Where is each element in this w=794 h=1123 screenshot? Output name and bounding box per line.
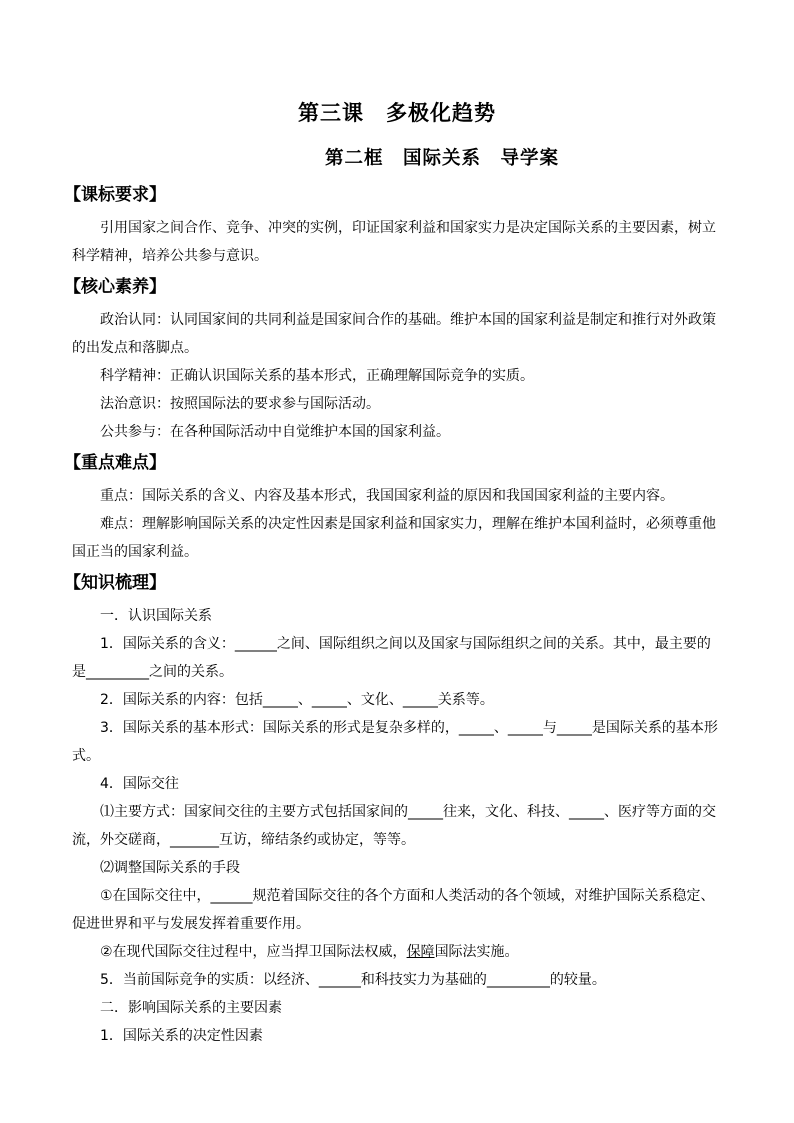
core-political: 政治认同：认同国家间的共同利益是国家间合作的基础。维护本国的国家利益是制定和推行对外政策的出发点和落脚点。 bbox=[72, 312, 716, 356]
knowledge-line-9 bbox=[72, 938, 722, 966]
heading-core-literacy: 【核心素养】 bbox=[64, 277, 166, 297]
key-point: 重点：国际关系的含义、内容及基本形式，我国国家利益的原因和我国国家利益的主要内容。 bbox=[100, 488, 674, 504]
knowledge-line-6: ⑴主要方式：国家间交往的主要方式包括国家间的_____往来，文化、科技、_____、医疗等方面的交流，外交磋商，_______互访，缔结条约或协定，等等。 bbox=[72, 804, 716, 848]
heading-standards: 【课标要求】 bbox=[64, 185, 166, 205]
knowledge-line-7: ⑵调整国际关系的手段 bbox=[100, 860, 240, 876]
core-public: 公共参与：在各种国际活动中自觉维护本国的国家利益。 bbox=[100, 424, 450, 440]
heading-knowledge: 【知识梳理】 bbox=[64, 573, 166, 593]
knowledge-line-10: 5．当前国际竞争的实质：以经济、______和科技实力为基础的_________的较量。 bbox=[100, 972, 606, 988]
lesson-title: 第三课 多极化趋势 bbox=[298, 101, 496, 125]
knowledge-line-9b: 保障 bbox=[406, 944, 435, 960]
knowledge-line-8: ①在国际交往中，______规范着国际交往的各个方面和人类活动的各个领域，对维护国际关系稳定、促进世界和平与发展发挥着重要作用。 bbox=[72, 888, 715, 932]
knowledge-line-9c: 国际法实施。 bbox=[434, 944, 519, 960]
knowledge-line-1: 一．认识国际关系 bbox=[100, 608, 212, 624]
knowledge-line-3: 2．国际关系的内容：包括_____、_____、文化、_____关系等。 bbox=[100, 692, 494, 708]
knowledge-line-12: 1．国际关系的决定性因素 bbox=[100, 1028, 263, 1044]
knowledge-line-9a: ②在现代国际交往过程中，应当捍卫国际法权威， bbox=[100, 944, 407, 960]
core-science: 科学精神：正确认识国际关系的基本形式，正确理解国际竞争的实质。 bbox=[100, 368, 534, 384]
standards-text: 引用国家之间合作、竞争、冲突的实例，印证国家利益和国家实力是决定国际关系的主要因素，树立科学精神，培养公共参与意识。 bbox=[72, 220, 716, 264]
knowledge-line-4: 3．国际关系的基本形式：国际关系的形式是复杂多样的，_____、_____与_____是国际关系的基本形式。 bbox=[72, 720, 718, 764]
heading-key-points: 【重点难点】 bbox=[64, 453, 166, 473]
knowledge-line-2: 1．国际关系的含义：______之间、国际组织之间以及国家与国际组织之间的关系。其中，最主要的是_________之间的关系。 bbox=[72, 636, 711, 680]
difficult-point: 难点：理解影响国际关系的决定性因素是国家利益和国家实力，理解在维护本国利益时，必须尊重他国正当的国家利益。 bbox=[72, 516, 716, 560]
knowledge-line-11: 二．影响国际关系的主要因素 bbox=[100, 1000, 282, 1016]
core-law: 法治意识：按照国际法的要求参与国际活动。 bbox=[100, 396, 380, 412]
knowledge-line-5: 4．国际交往 bbox=[100, 776, 179, 792]
section-subtitle: 第二框 国际关系 导学案 bbox=[324, 148, 559, 169]
